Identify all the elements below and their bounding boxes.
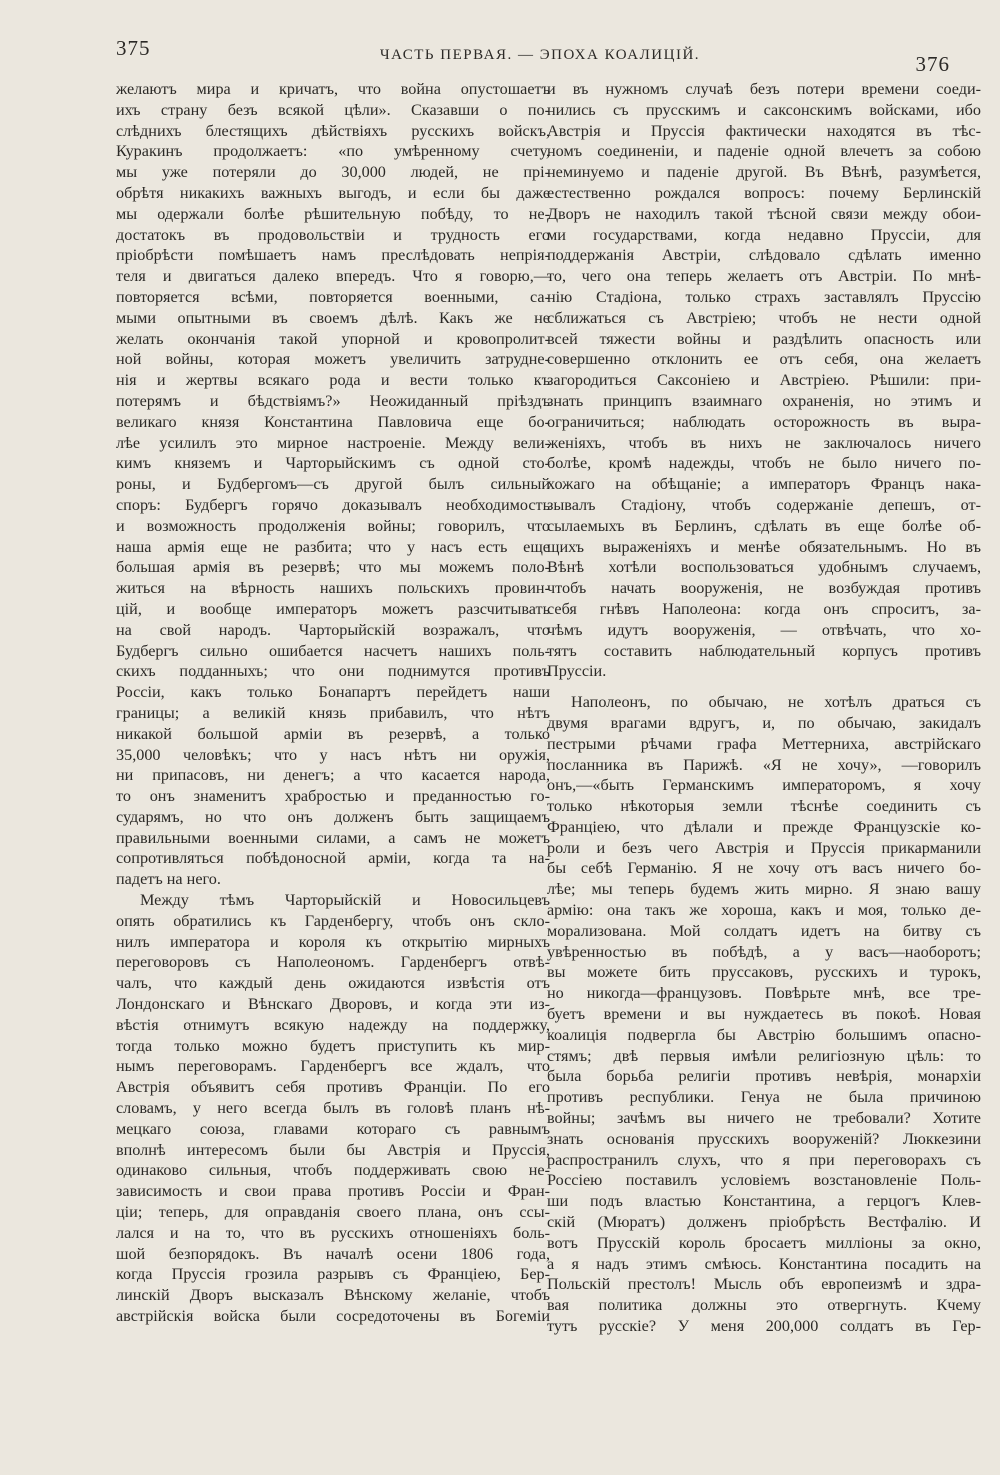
text-line: двумя врагами вдругъ, и, по обычаю, закидалъ [547,713,981,732]
text-line: номъ соединеніи, и паденіе одной влечетъ за собою [547,142,981,161]
text-column-left [116,79,550,1327]
text-line: совершенно отклонить ее отъ себя, она желаетъ [547,350,981,369]
text-line: Австрія объявитъ себя противъ Франціи. По его [116,1078,550,1097]
text-line: тятъ составить наблюдательный корпусъ противъ [547,641,981,660]
text-line: на свой народъ. Чарторыйскій возражалъ, что [116,620,550,639]
text-line: ни припасовъ, ни денегъ; а что касается народа, [116,766,550,785]
text-line: чалъ, что каждый день ожидаются извѣстія отъ [116,974,550,993]
text-line: себя гнѣвъ Наполеона: когда онъ спроситъ, за- [547,599,981,618]
text-line: буетъ времени и вы нуждаетесь въ покоѣ. Новая [547,1005,981,1024]
text-line: переговоровъ съ Наполеономъ. Гарденбергъ отвѣ- [116,953,550,972]
text-line: чѣмъ идутъ вооруженія, — отвѣчать, что хо- [547,620,981,639]
text-line: тутъ русскіе? У меня 200,000 солдатъ въ Гер- [547,1317,981,1336]
text-line: была борьба религіи противъ невѣрія, монархіи [547,1067,981,1086]
text-line: зависимость и свои права противъ Россіи и Фран- [116,1182,550,1201]
text-line: ограничиться; наблюдать осторожность въ выра- [547,412,981,431]
text-line: только нѣкоторыя земли тѣснѣе соединить съ [547,797,981,816]
text-line: желать окончанія такой упорной и кровопролит- [116,329,550,348]
text-line: Франціею, что дѣлали и прежде Французскіе ко- [547,817,981,836]
text-line: мецкаго союза, главами котораго съ равнымъ [116,1119,550,1138]
text-line: Дворъ не находилъ такой тѣсной связи между обои- [547,204,981,223]
text-line: тогда только можно будетъ приступить къ мир- [116,1036,550,1055]
text-line: наша армія еще не разбита; что у насъ есть еще [116,537,550,556]
text-line: желаютъ мира и кричатъ, что война опустошаетъ [116,80,550,98]
text-line: нія и жертвы всякаго рода и вести только къ [116,371,550,390]
text-line: хожаго на обѣщаніе; а императоръ Францъ нака- [547,475,981,494]
text-line: мыми опытными въ своемъ дѣлѣ. Какъ же не [116,308,550,327]
text-line: обрѣтя никакихъ важныхъ выгодъ, и если бы даже [116,183,550,202]
text-line: чтобъ начать вооруженія, не возбуждая противъ [547,579,981,598]
text-line: скій (Мюратъ) долженъ пріобрѣсть Вестфалію. И [547,1213,981,1232]
text-line: посланника въ Парижѣ. «Я не хочу», —говорилъ [547,755,981,774]
text-line: Россіею поставилъ условіемъ возстановленіе Поль- [547,1171,981,1190]
text-line: житься на вѣрность нашихъ польскихъ провин- [116,579,550,598]
text-line: онъ,—«быть Германскимъ императоромъ, я хочу [547,776,981,795]
running-title: ЧАСТЬ ПЕРВАЯ. — ЭПОХА КОАЛИЦІЙ. [379,47,701,63]
text-line: вотъ Прусскій король бросаетъ милліоны за окно, [547,1233,981,1252]
text-line: лѣе усилилъ это мирное настроеніе. Между вели- [116,433,550,452]
text-line: роны, и Будбергомъ—съ другой былъ сильный [116,475,550,494]
text-line: распространилъ слухъ, что я при переговорахъ съ [547,1150,981,1169]
text-line: знать принципъ взаимнаго охраненія, но этимъ и [547,391,981,410]
text-line: ціи; теперь, для оправданія своего плана, онъ ссы- [116,1203,550,1222]
text-line: Между тѣмъ Чарторыйскій и Новосильцевъ [140,891,550,910]
text-line: то, чего она теперь желаетъ отъ Австріи. По мнѣ- [547,267,981,286]
text-line: линскій Дворъ высказалъ Вѣнскому желаніе, чтобъ [116,1286,550,1305]
text-line: потерямъ и бѣдствіямъ?» Неожиданный пріѣздъ [116,391,550,410]
text-line: нымъ переговорамъ. Гарденбергъ все ждалъ, что [116,1057,550,1076]
text-line: коалиція подвергла бы Австрію большимъ опасно- [547,1025,981,1044]
text-line: нилъ императора и короля къ открытію мирныхъ [116,932,550,951]
text-line: Будбергъ сильно ошибается насчетъ нашихъ поль- [116,641,550,660]
text-line: знать основанія прусскихъ вооруженій? Люккезини [547,1129,981,1148]
text-line: слѣднихъ блестящихъ дѣйствіяхъ русскихъ войскъ, [116,121,550,140]
text-line: увѣренностью въ побѣдѣ, а у васъ—наоборотъ; [547,942,981,961]
text-line: большая армія въ резервѣ; что мы можемъ поло- [116,558,550,577]
text-line: теля и двигаться далеко впередъ. Что я говорю,— [116,267,550,286]
text-line: Россіи, какъ только Бонапартъ перейдетъ наши [116,683,550,702]
text-line: войны; зачѣмъ вы ничего не требовали? Хотите [547,1109,981,1128]
text-line: лался и на то, что въ русскихъ отношеніяхъ боль- [116,1223,550,1242]
text-line: ми государствами, когда недавно Пруссіи, для [547,225,981,244]
text-line: вѣстія отнимутъ всякую надежду на поддержку, [116,1015,550,1034]
text-line: правильными военными силами, а самъ не можетъ [116,828,550,847]
text-line: вы можете бить пруссаковъ, русскихъ и турокъ, [547,963,981,982]
text-line: сопротивляться побѣдоносной арміи, когда та на- [116,849,550,868]
text-line: скихъ подданныхъ; что они поднимутся противъ [116,662,550,681]
text-line: естественно рождался вопросъ: почему Берлинскій [547,183,981,202]
text-line: бы себѣ Германію. Я не хочу отъ васъ ничего бо- [547,859,981,878]
text-line: Польскій престолъ! Мысль объ европеизмѣ и здра- [547,1275,981,1294]
text-line: загородиться Саксоніею и Австріею. Рѣшили: при- [547,371,981,390]
text-line: и возможность продолженія войны; говорилъ, что [116,516,550,535]
text-line: падетъ на него. [116,870,221,889]
text-line: ши подъ властью Константина, а герцогъ Клев- [547,1192,981,1211]
text-line: Австрія и Пруссія фактически находятся въ тѣс- [547,121,981,140]
text-line: пестрыми рѣчами графа Меттерниха, австрійскаго [547,734,981,753]
text-line: всей тяжести войны и раздѣлить опасность или [547,329,981,348]
text-line: армію: она такъ же хороша, какъ и моя, только де- [547,901,981,920]
text-line: австрійскія войска были сосредоточены въ Богеміи [116,1307,550,1326]
text-line: стямъ; двѣ первыя имѣли религіозную цѣль: то [547,1046,981,1065]
text-line: роли и безъ чего Австрія и Пруссія прикарманили [547,838,981,857]
text-line: болѣе, кромѣ надежды, чтобъ не было ничего по- [547,454,981,473]
text-line: лѣе; мы теперь будемъ жить мирно. Я знаю вашу [547,880,981,899]
text-line: сылаемыхъ въ Берлинъ, сдѣлать въ еще болѣе об- [547,516,981,535]
text-line: ихъ страну безъ всякой цѣли». Сказавши о по- [116,100,550,119]
text-line: сударямъ, но что онъ долженъ быть защищаемъ [116,807,550,826]
text-line: 35,000 человѣкъ; что у насъ нѣтъ ни оружія, [116,745,550,764]
text-line: опять обратились къ Гарденбергу, чтобъ онъ скло- [116,911,550,930]
text-line: споръ: Будбергъ горячо доказывалъ необходимость [116,495,550,514]
text-column-right [547,79,981,1337]
text-line: пріобрѣсти помѣшаетъ намъ преслѣдовать непрія- [116,246,550,265]
text-line: словамъ, у него всегда былъ въ головѣ планъ нѣ- [116,1099,550,1118]
text-line: одинаково сильныя, чтобъ поддерживать свою не- [116,1161,550,1180]
text-line: вполнѣ интересомъ были бы Австрія и Пруссія, [116,1140,550,1159]
text-line: Пруссіи. [547,662,607,681]
text-line: вая политика должны это отвергнуть. Кчему [547,1296,981,1315]
text-line: нію Стадіона, только страхъ заставлялъ Пруссію [547,287,981,306]
text-line: ной войны, которая можетъ увеличить затрудне- [116,350,550,369]
text-line: нились съ прусскимъ и саксонскимъ войсками, ибо [547,100,981,119]
text-line: шой безпорядокъ. Въ началѣ осени 1806 года, [116,1244,550,1263]
text-line: противъ республики. Генуа не была причиною [547,1088,981,1107]
page-number-right: 376 [915,52,950,76]
text-line: сближаться съ Австріею; чтобъ не нести одной [547,308,981,327]
text-line: повторяется всѣми, повторяется военными, са- [116,287,550,306]
text-line: достатокъ въ продовольствіи и трудность его [116,225,550,244]
text-line: а я надъ этимъ смѣюсь. Константина посадить на [547,1254,981,1273]
text-line: мы уже потеряли до 30,000 людей, не прі- [116,163,550,182]
text-line: Куракинъ продолжаетъ: «по умѣренному счету, [116,142,550,161]
text-line: женіяхъ, чтобъ въ нихъ не заключалось ничего [547,433,981,452]
text-line: поддержанія Австріи, слѣдовало сдѣлать именно [547,246,981,265]
text-line: Лондонскаго и Вѣнскаго Дворовъ, и когда эти из- [116,995,550,1014]
text-line: то онъ знаменитъ храбростью и преданностью го- [116,787,550,806]
text-line: и въ нужномъ случаѣ безъ потери времени соеди- [547,80,981,98]
text-line: зывалъ Стадіону, чтобъ содержаніе депешъ, от- [547,495,981,514]
text-line: когда Пруссія грозила разрывъ съ Франціею, Бер- [116,1265,550,1284]
text-line: великаго князя Константина Павловича еще бо- [116,412,550,431]
text-line: цій, и вообще императоръ можетъ разсчитывать [116,599,550,618]
text-line: мы одержали болѣе рѣшительную побѣду, то не- [116,204,550,223]
text-line: щихъ выраженіяхъ и менѣе обязательнымъ. Но въ [547,537,981,556]
page-number-left: 375 [116,36,151,60]
text-line: кимъ княземъ и Чарторыйскимъ съ одной сто- [116,454,550,473]
text-line: Наполеонъ, по обычаю, не хотѣлъ драться съ [571,693,981,712]
text-line: никакой большой арміи въ резервѣ, а только [116,724,550,743]
text-line: неминуемо и паденіе другой. Въ Вѣнѣ, разумѣется, [547,163,981,182]
text-line: Вѣнѣ хотѣли воспользоваться удобнымъ случаемъ, [547,558,981,577]
text-line: но никогда—французовъ. Повѣрьте мнѣ, все тре- [547,984,981,1003]
text-line: морализована. Мой солдатъ идетъ на битву съ [547,921,981,940]
text-line: границы; а великій князь прибавилъ, что нѣтъ [116,703,550,722]
